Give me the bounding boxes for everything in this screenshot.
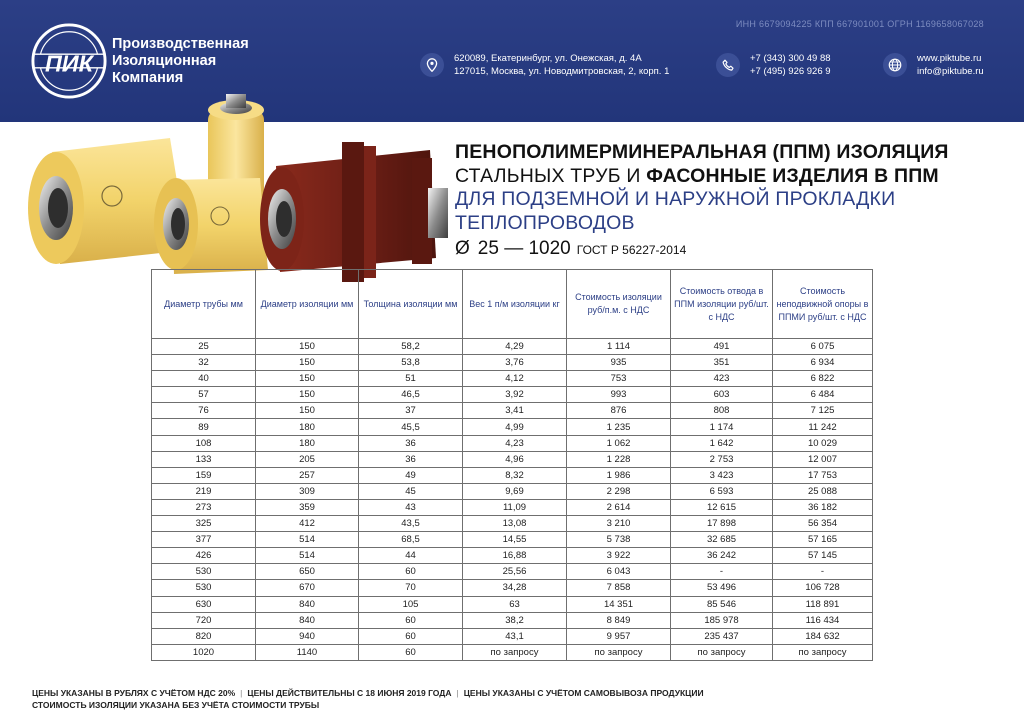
table-cell: 57 (152, 387, 256, 403)
table-cell: 108 (152, 435, 256, 451)
footer-separator: | (240, 688, 243, 698)
table-cell: 309 (256, 483, 359, 499)
table-row (152, 371, 873, 387)
table-cell: 70 (359, 580, 463, 596)
footer-note: ЦЕНЫ УКАЗАНЫ В РУБЛЯХ С УЧЁТОМ НДС 20% (32, 688, 236, 698)
column-header: Стоимость отвода в ППМ изоляции руб/шт. с НДС (671, 270, 773, 339)
table-cell: 377 (152, 532, 256, 548)
table-cell: 491 (671, 339, 773, 355)
table-row (152, 483, 873, 499)
table-cell: 37 (359, 403, 463, 419)
table-row (152, 451, 873, 467)
table-cell: 53 496 (671, 580, 773, 596)
address-moscow: 127015, Москва, ул. Новодмитровская, 2, корп. 1 (454, 66, 670, 77)
table-cell: 150 (256, 387, 359, 403)
footer-separator: | (456, 688, 459, 698)
table-cell: 185 978 (671, 612, 773, 628)
table-cell: 45,5 (359, 419, 463, 435)
title-normal-part: СТАЛЬНЫХ ТРУБ И (455, 164, 647, 187)
phone-link[interactable]: +7 (343) 300 49 88 (750, 53, 831, 64)
table-cell: 150 (256, 371, 359, 387)
company-name-line: Изоляционная (112, 53, 217, 69)
company-logo (30, 22, 108, 100)
table-row (152, 467, 873, 483)
table-cell: 720 (152, 612, 256, 628)
table-cell: 32 (152, 355, 256, 371)
phone-icon (716, 53, 740, 77)
table-row (152, 355, 873, 371)
table-cell: 180 (256, 419, 359, 435)
table-cell: 2 753 (671, 451, 773, 467)
table-cell: 32 685 (671, 532, 773, 548)
table-cell: 8 849 (567, 612, 671, 628)
table-cell: 325 (152, 516, 256, 532)
table-cell: 36 (359, 451, 463, 467)
table-cell: 44 (359, 548, 463, 564)
table-cell: 1020 (152, 644, 256, 660)
table-cell: 4,12 (463, 371, 567, 387)
table-cell: 34,28 (463, 580, 567, 596)
table-cell: по запросу (773, 644, 873, 660)
table-row (152, 612, 873, 628)
footer-notes (32, 688, 704, 698)
table-cell: 63 (463, 596, 567, 612)
table-cell: 17 753 (773, 467, 873, 483)
table-cell: 45 (359, 483, 463, 499)
table-cell: 840 (256, 612, 359, 628)
table-cell: 159 (152, 467, 256, 483)
column-header: Толщина изоляции мм (359, 270, 463, 339)
table-cell: 3,41 (463, 403, 567, 419)
table-cell: 1 642 (671, 435, 773, 451)
table-cell: 17 898 (671, 516, 773, 532)
website-link[interactable]: www.piktube.ru (917, 53, 982, 64)
subtitle-line: ДЛЯ ПОДЗЕМНОЙ И НАРУЖНОЙ ПРОКЛАДКИ (455, 188, 896, 210)
table-cell: 11 242 (773, 419, 873, 435)
title-line: ПЕНОПОЛИМЕРМИНЕРАЛЬНАЯ (ППМ) ИЗОЛЯЦИЯ (455, 141, 949, 163)
table-cell: 1140 (256, 644, 359, 660)
table-row (152, 596, 873, 612)
table-cell: 8,32 (463, 467, 567, 483)
diameter-symbol: Ø (455, 238, 470, 259)
table-row (152, 387, 873, 403)
table-row (152, 435, 873, 451)
table-row (152, 532, 873, 548)
table-cell: 43 (359, 499, 463, 515)
price-table (151, 269, 873, 661)
table-cell: 820 (152, 628, 256, 644)
table-cell: 935 (567, 355, 671, 371)
company-name-line: Производственная (112, 36, 249, 52)
table-cell: 3 423 (671, 467, 773, 483)
table-row (152, 499, 873, 515)
table-cell: 840 (256, 596, 359, 612)
table-cell: 60 (359, 564, 463, 580)
table-cell: 2 614 (567, 499, 671, 515)
table-cell: 6 075 (773, 339, 873, 355)
company-name-line: Компания (112, 70, 184, 86)
logo-lettering: ПИК (44, 50, 94, 77)
footer-note: СТОИМОСТЬ ИЗОЛЯЦИИ УКАЗАНА БЕЗ УЧЁТА СТОИМОСТИ ТРУБЫ (32, 700, 320, 710)
web-block (883, 52, 984, 78)
table-cell: по запросу (463, 644, 567, 660)
table-cell: 1 986 (567, 467, 671, 483)
diameter-range (455, 238, 686, 260)
table-cell: 993 (567, 387, 671, 403)
address-ekaterinburg: 620089, Екатеринбург, ул. Онежская, д. 4А (454, 53, 642, 64)
table-cell: 40 (152, 371, 256, 387)
table-cell: 89 (152, 419, 256, 435)
table-cell: 412 (256, 516, 359, 532)
table-cell: 118 891 (773, 596, 873, 612)
table-cell: 630 (152, 596, 256, 612)
table-cell: 4,23 (463, 435, 567, 451)
table-cell: 51 (359, 371, 463, 387)
footer-note: ЦЕНЫ УКАЗАНЫ С УЧЁТОМ САМОВЫВОЗА ПРОДУКЦИИ (463, 688, 704, 698)
table-row (152, 516, 873, 532)
table-row (152, 564, 873, 580)
table-cell: 1 174 (671, 419, 773, 435)
table-cell: 49 (359, 467, 463, 483)
table-cell: 57 165 (773, 532, 873, 548)
address-block (420, 52, 669, 78)
table-cell: 2 298 (567, 483, 671, 499)
table-cell: 10 029 (773, 435, 873, 451)
table-cell: 9 957 (567, 628, 671, 644)
table-cell: 4,29 (463, 339, 567, 355)
table-cell: 1 228 (567, 451, 671, 467)
column-header: Стоимость изоляции руб/п.м. с НДС (567, 270, 671, 339)
phone-link[interactable]: +7 (495) 926 926 9 (750, 66, 831, 77)
table-cell: 351 (671, 355, 773, 371)
table-cell: 36 242 (671, 548, 773, 564)
table-cell: 6 043 (567, 564, 671, 580)
table-cell: 25 (152, 339, 256, 355)
table-row (152, 548, 873, 564)
table-cell: 530 (152, 580, 256, 596)
table-cell: 1 062 (567, 435, 671, 451)
table-cell: 56 354 (773, 516, 873, 532)
table-cell: 3 210 (567, 516, 671, 532)
table-cell: 1 235 (567, 419, 671, 435)
title-bold-part: ФАСОННЫЕ ИЗДЕЛИЯ В ППМ (646, 164, 939, 187)
table-cell: 150 (256, 355, 359, 371)
table-row (152, 419, 873, 435)
table-cell: 85 546 (671, 596, 773, 612)
table-cell: - (773, 564, 873, 580)
globe-icon (883, 53, 907, 77)
column-header: Вес 1 п/м изоляции кг (463, 270, 567, 339)
diameter-range-value: 25 — 1020 (477, 238, 571, 259)
table-cell: 3 922 (567, 548, 671, 564)
legal-details: ИНН 6679094225 КПП 667901001 ОГРН 1169658067028 (735, 19, 984, 29)
table-cell: 219 (152, 483, 256, 499)
table-cell: 14 351 (567, 596, 671, 612)
table-cell: 58,2 (359, 339, 463, 355)
table-cell: 257 (256, 467, 359, 483)
insulated-elbow-image (154, 94, 268, 274)
table-cell: 105 (359, 596, 463, 612)
table-cell: 6 822 (773, 371, 873, 387)
table-cell: 106 728 (773, 580, 873, 596)
table-cell: 150 (256, 339, 359, 355)
table-cell: 14,55 (463, 532, 567, 548)
product-illustration (20, 92, 450, 297)
table-cell: 46,5 (359, 387, 463, 403)
table-cell: 150 (256, 403, 359, 419)
table-row (152, 644, 873, 660)
table-cell: 57 145 (773, 548, 873, 564)
table-cell: 13,08 (463, 516, 567, 532)
table-cell: 359 (256, 499, 359, 515)
title-line (455, 165, 1015, 189)
table-cell: 116 434 (773, 612, 873, 628)
location-icon (420, 53, 444, 77)
table-cell: 36 182 (773, 499, 873, 515)
table-cell: 876 (567, 403, 671, 419)
table-cell: 426 (152, 548, 256, 564)
table-cell: 184 632 (773, 628, 873, 644)
table-row (152, 628, 873, 644)
gost-standard: ГОСТ Р 56227-2014 (576, 243, 687, 257)
table-cell: 205 (256, 451, 359, 467)
table-cell: 60 (359, 644, 463, 660)
table-cell: 53,8 (359, 355, 463, 371)
email-link[interactable]: info@piktube.ru (917, 66, 984, 77)
table-row (152, 339, 873, 355)
table-cell: 76 (152, 403, 256, 419)
table-row (152, 580, 873, 596)
table-cell: 940 (256, 628, 359, 644)
table-cell: 5 738 (567, 532, 671, 548)
table-cell: 7 125 (773, 403, 873, 419)
table-cell: 133 (152, 451, 256, 467)
table-cell: 1 114 (567, 339, 671, 355)
table-cell: 603 (671, 387, 773, 403)
table-cell: 514 (256, 548, 359, 564)
table-cell: 25,56 (463, 564, 567, 580)
table-cell: по запросу (567, 644, 671, 660)
table-cell: 670 (256, 580, 359, 596)
table-cell: 60 (359, 628, 463, 644)
footer-note-line (32, 700, 319, 710)
table-cell: 753 (567, 371, 671, 387)
table-cell: 514 (256, 532, 359, 548)
table-cell: 25 088 (773, 483, 873, 499)
table-cell: по запросу (671, 644, 773, 660)
table-cell: 43,5 (359, 516, 463, 532)
table-cell: 6 593 (671, 483, 773, 499)
table-cell: 650 (256, 564, 359, 580)
table-cell: 423 (671, 371, 773, 387)
column-header: Диаметр трубы мм (152, 270, 256, 339)
table-cell: 235 437 (671, 628, 773, 644)
table-header-row (152, 270, 873, 339)
phone-block (716, 52, 831, 78)
table-cell: 6 484 (773, 387, 873, 403)
fixed-support-image (260, 142, 448, 282)
table-cell: 180 (256, 435, 359, 451)
table-cell: 43,1 (463, 628, 567, 644)
table-cell: 36 (359, 435, 463, 451)
table-cell: 9,69 (463, 483, 567, 499)
table-cell: 7 858 (567, 580, 671, 596)
table-cell: 16,88 (463, 548, 567, 564)
table-cell: 4,99 (463, 419, 567, 435)
table-cell: 12 615 (671, 499, 773, 515)
column-header: Стоимость неподвижной опоры в ППМИ руб/шт. с НДС (773, 270, 873, 339)
table-cell: 4,96 (463, 451, 567, 467)
table-cell: 38,2 (463, 612, 567, 628)
company-name (112, 36, 249, 87)
subtitle-line: ТЕПЛОПРОВОДОВ (455, 211, 635, 234)
table-cell: 3,76 (463, 355, 567, 371)
table-cell: 11,09 (463, 499, 567, 515)
table-cell: 808 (671, 403, 773, 419)
table-cell: 3,92 (463, 387, 567, 403)
footer-note: ЦЕНЫ ДЕЙСТВИТЕЛЬНЫ С 18 ИЮНЯ 2019 ГОДА (247, 688, 452, 698)
table-body (152, 339, 873, 661)
table-cell: 6 934 (773, 355, 873, 371)
table-cell: 530 (152, 564, 256, 580)
table-row (152, 403, 873, 419)
document-title (455, 141, 1015, 235)
column-header: Диаметр изоляции мм (256, 270, 359, 339)
table-cell: 12 007 (773, 451, 873, 467)
table-cell: 68,5 (359, 532, 463, 548)
table-cell: 273 (152, 499, 256, 515)
table-cell: - (671, 564, 773, 580)
table-cell: 60 (359, 612, 463, 628)
